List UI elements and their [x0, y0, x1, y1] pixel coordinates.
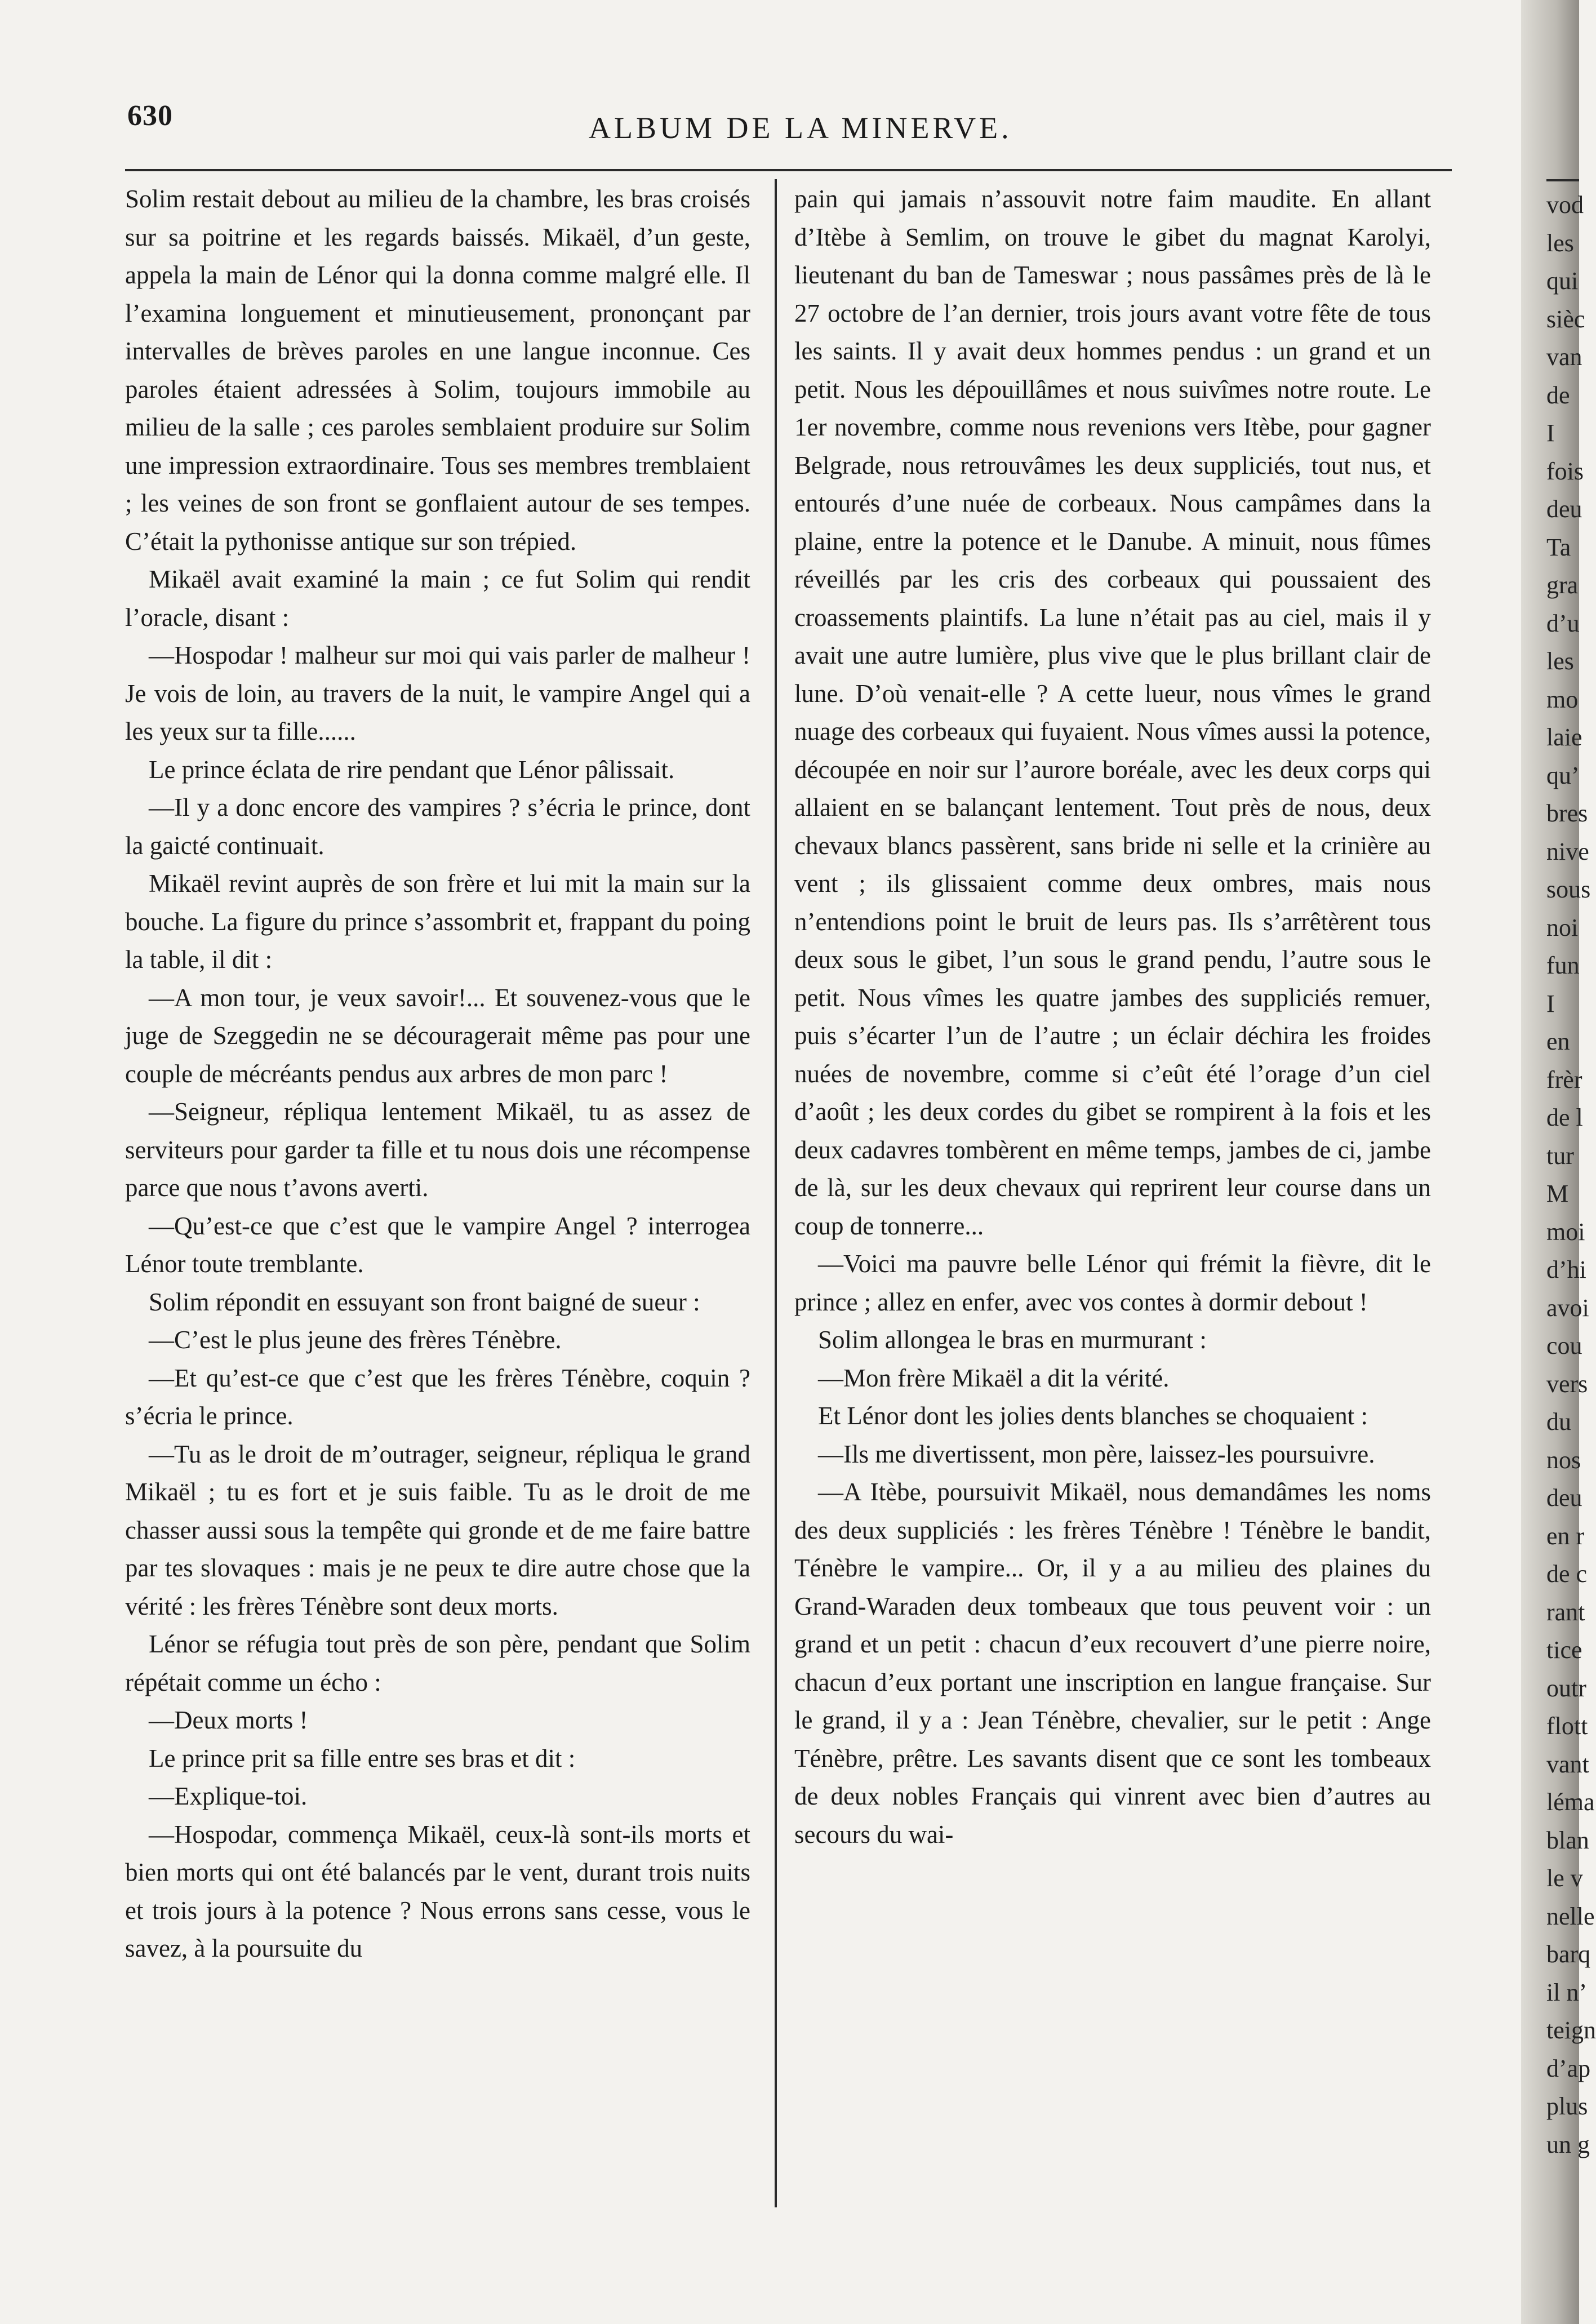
paragraph: —Explique-toi. [149, 1782, 308, 1810]
next-page-line-fragment: laie [1546, 723, 1582, 751]
next-page-line-fragment: fois [1546, 457, 1584, 485]
next-page-rule [1546, 179, 1579, 181]
page-number: 630 [127, 100, 173, 132]
next-page-line-fragment: I [1546, 989, 1555, 1017]
header-rule [125, 169, 1452, 171]
paragraph: Lénor se réfugia tout près de son père, pendant que Solim répétait comme un écho : [125, 1630, 750, 1696]
next-page-line-fragment: Ta [1546, 533, 1571, 561]
paragraph: —A Itèbe, poursuivit Mikaël, nous demandâmes les noms des deux suppliciés : les frères Ténèbre ! Ténèbre le bandit, Ténèbre le vampire... Or, il y a au milieu des plaines du Grand-Waraden deux tombeaux que tous peuvent voir : un grand et un petit : chacun d’eux recouvert d’une pierre noire, chacun d’eux portant une inscription en langue française. Sur le grand, il y a : Jean Ténèbre, chevalier, sur le petit : Ange Ténèbre, prêtre. Les savants disent que ce sont les tombeaux de deux nobles Français qui vinrent avec bien d’autres au secours du wai- [794, 1478, 1431, 1848]
paragraph: Solim restait debout au milieu de la chambre, les bras croisés sur sa poitrine et les regards baissés. Mikaël, d’un geste, appela la main de Lénor qui la donna comme malgré elle. Il l’examina longuement et minutieusement, prononçant par intervalles de brèves paroles en une langue inconnue. Ces paroles étaient adressées à Solim, toujours immobile au milieu de la salle ; ces paroles semblaient produire sur Solim une impression extraordinaire. Tous ses membres tremblaient ; les veines de son front se gonflaient autour de ses tempes. C’était la pythonisse antique sur son trépied. [125, 185, 750, 556]
next-page-line-fragment: léma [1546, 1788, 1595, 1816]
next-page-line-fragment: du [1546, 1408, 1571, 1436]
next-page-line-fragment: de [1546, 381, 1570, 409]
next-page-line-fragment: frèr [1546, 1065, 1582, 1094]
next-page-line-fragment: nos [1546, 1446, 1581, 1474]
right-text-column [794, 180, 1431, 1854]
next-page-line-fragment: un g [1546, 2130, 1590, 2158]
next-page-line-fragment: sièc [1546, 305, 1585, 333]
paragraph: —Il y a donc encore des vampires ? s’écria le prince, dont la gaicté continuait. [125, 793, 750, 860]
paragraph: Le prince prit sa fille entre ses bras et dit : [149, 1744, 576, 1772]
next-page-line-fragment: moi [1546, 1217, 1585, 1246]
next-page-line-fragment: de c [1546, 1560, 1588, 1588]
next-page-line-fragment: nive [1546, 837, 1589, 865]
paragraph: Solim répondit en essuyant son front baigné de sueur : [149, 1287, 700, 1316]
next-page-line-fragment: qu’ [1546, 761, 1580, 789]
next-page-line-fragment: bres [1546, 799, 1588, 827]
paragraph: —Seigneur, répliqua lentement Mikaël, tu as assez de serviteurs pour garder ta fille et tu nous dois une récompense parce que nous t’avons averti. [125, 1097, 750, 1202]
paragraph: pain qui jamais n’assouvit notre faim maudite. En allant d’Itèbe à Semlim, on trouve le gibet du magnat Karolyi, lieutenant du ban de Tameswar ; nous passâmes près de là le 27 octobre de l’an dernier, trois jours avant votre fête de tous les saints. Il y avait deux hommes pendus : un grand et un petit. Nous les dépouillâmes et nous suivîmes notre route. Le 1er novembre, comme nous revenions vers Itèbe, pour gagner Belgrade, nous retrouvâmes les deux suppliciés, tout nus, et entourés d’une nuée de corbeaux. Nous campâmes dans la plaine, entre la potence et le Danube. A minuit, nous fûmes réveillés par les cris des corbeaux qui poussaient des croassements plaintifs. La lune n’était pas au ciel, mais il y avait une autre lumière, plus vive que le plus brillant clair de lune. D’où venait-elle ? A cette lueur, nous vîmes le grand nuage des corbeaux qui fuyaient. Nous vîmes aussi la potence, découpée en noir sur l’aurore boréale, avec les deux corps qui allaient en se balançant lentement. Tout près de nous, deux chevaux blancs passèrent, sans bride ni selle et la crinière au vent ; ils glissaient comme deux ombres, mais nous n’entendions point le bruit de leurs pas. Ils s’arrêtèrent tous deux sous le gibet, l’un sous le grand pendu, l’autre sous le petit. Nous vîmes les quatre jambes des suppliciés remuer, puis s’écarter l’un de l’autre ; un éclair déchira les froides nuées de novembre, comme si c’eût été l’orage d’un ciel d’août ; les deux cordes du gibet se rompirent à la fois et les deux cadavres tombèrent en même temps, jambes de ci, jambe de là, sur les deux chevaux qui reprirent leur course dans un coup de tonnerre... [794, 185, 1431, 1240]
next-page-line-fragment: fun [1546, 952, 1580, 979]
next-page-line-fragment: deu [1546, 1484, 1582, 1512]
paragraph: Le prince éclata de rire pendant que Lénor pâlissait. [149, 755, 675, 784]
next-page-line-fragment: mo [1546, 685, 1579, 713]
next-page-line-fragment: d’hi [1546, 1256, 1586, 1283]
paragraph: Et Lénor dont les jolies dents blanches se choquaient : [818, 1402, 1368, 1430]
next-page-text-fragments [1546, 186, 1596, 2163]
paragraph: Solim allongea le bras en murmurant : [818, 1326, 1207, 1354]
next-page-line-fragment: teign [1546, 2016, 1596, 2044]
paragraph: —Deux morts ! [149, 1706, 308, 1734]
running-title: ALBUM DE LA MINERVE. [589, 111, 1012, 145]
next-page-line-fragment: cou [1546, 1332, 1582, 1359]
next-page-line-fragment: plus [1546, 2092, 1588, 2120]
paragraph: —Tu as le droit de m’outrager, seigneur, répliqua le grand Mikaël ; tu es fort et je suis faible. Tu as le droit de me chasser aussi sous la tempête qui gronde et de me faire battre par tes slovaques : mais je ne peux te dire autre chose que la vérité : les frères Ténèbre sont deux morts. [125, 1439, 750, 1620]
next-page-line-fragment: barq [1546, 1940, 1591, 1968]
next-page-line-fragment: vant [1546, 1750, 1589, 1778]
next-page-line-fragment: les [1546, 647, 1574, 675]
next-page-line-fragment: noi [1546, 913, 1579, 941]
paragraph: —Voici ma pauvre belle Lénor qui frémit la fièvre, dit le prince ; allez en enfer, avec vos contes à dormir debout ! [794, 1250, 1431, 1316]
paragraph: —Hospodar, commença Mikaël, ceux-là sont-ils morts et bien morts qui ont été balancés par le vent, durant trois nuits et trois jours à la potence ? Nous errons sans cesse, vous le savez, à la poursuite du [125, 1820, 750, 1962]
next-page-line-fragment: blan [1546, 1826, 1589, 1854]
paragraph: —C’est le plus jeune des frères Ténèbre. [149, 1326, 562, 1354]
next-page-line-fragment: deu [1546, 495, 1582, 523]
next-page-line-fragment: d’ap [1546, 2054, 1591, 2082]
paragraph: —Mon frère Mikaël a dit la vérité. [818, 1363, 1170, 1392]
next-page-line-fragment: en r [1546, 1522, 1585, 1550]
next-page-line-fragment: gra [1546, 571, 1579, 599]
next-page-line-fragment: nelle [1546, 1902, 1595, 1930]
next-page-line-fragment: le v [1546, 1864, 1583, 1892]
next-page-line-fragment: tur [1546, 1141, 1574, 1170]
left-text-column [125, 180, 750, 1968]
next-page-line-fragment: M [1546, 1180, 1569, 1207]
paragraph: —Et qu’est-ce que c’est que les frères Ténèbre, coquin ? s’écria le prince. [125, 1363, 750, 1430]
next-page-line-fragment: avoi [1546, 1294, 1589, 1322]
next-page-line-fragment: outr [1546, 1674, 1586, 1702]
paragraph: —Ils me divertissent, mon père, laissez-les poursuivre. [818, 1439, 1375, 1468]
next-page-line-fragment: rant [1546, 1598, 1585, 1626]
column-divider [775, 179, 777, 2207]
next-page-line-fragment: sous [1546, 876, 1591, 903]
next-page-line-fragment: tice [1546, 1636, 1582, 1664]
next-page-line-fragment: en [1546, 1028, 1570, 1055]
next-page-line-fragment: de l [1546, 1104, 1583, 1131]
paragraph: Mikaël revint auprès de son frère et lui mit la main sur la bouche. La figure du prince s’assombrit et, frappant du poing la table, il dit : [125, 869, 750, 974]
paragraph: Mikaël avait examiné la main ; ce fut Solim qui rendit l’oracle, disant : [125, 565, 750, 632]
paragraph: —A mon tour, je veux savoir!... Et souvenez-vous que le juge de Szeggedin ne se découragerait même pas pour une couple de mécréants pendus aux arbres de mon parc ! [125, 983, 750, 1088]
next-page-line-fragment: van [1546, 343, 1582, 371]
next-page-line-fragment: les [1546, 229, 1574, 257]
next-page-line-fragment: vers [1546, 1370, 1588, 1398]
next-page-line-fragment: d’u [1546, 609, 1580, 637]
next-page-line-fragment: flott [1546, 1712, 1588, 1740]
next-page-line-fragment: vod [1546, 191, 1584, 219]
next-page-line-fragment: I [1546, 419, 1555, 447]
next-page-line-fragment: il n’ [1546, 1978, 1588, 2006]
paragraph: —Hospodar ! malheur sur moi qui vais parler de malheur ! Je vois de loin, au travers de la nuit, le vampire Angel qui a les yeux sur ta fille...... [125, 641, 750, 745]
next-page-line-fragment: qui [1546, 267, 1579, 295]
paragraph: —Qu’est-ce que c’est que le vampire Angel ? interrogea Lénor toute tremblante. [125, 1211, 750, 1278]
